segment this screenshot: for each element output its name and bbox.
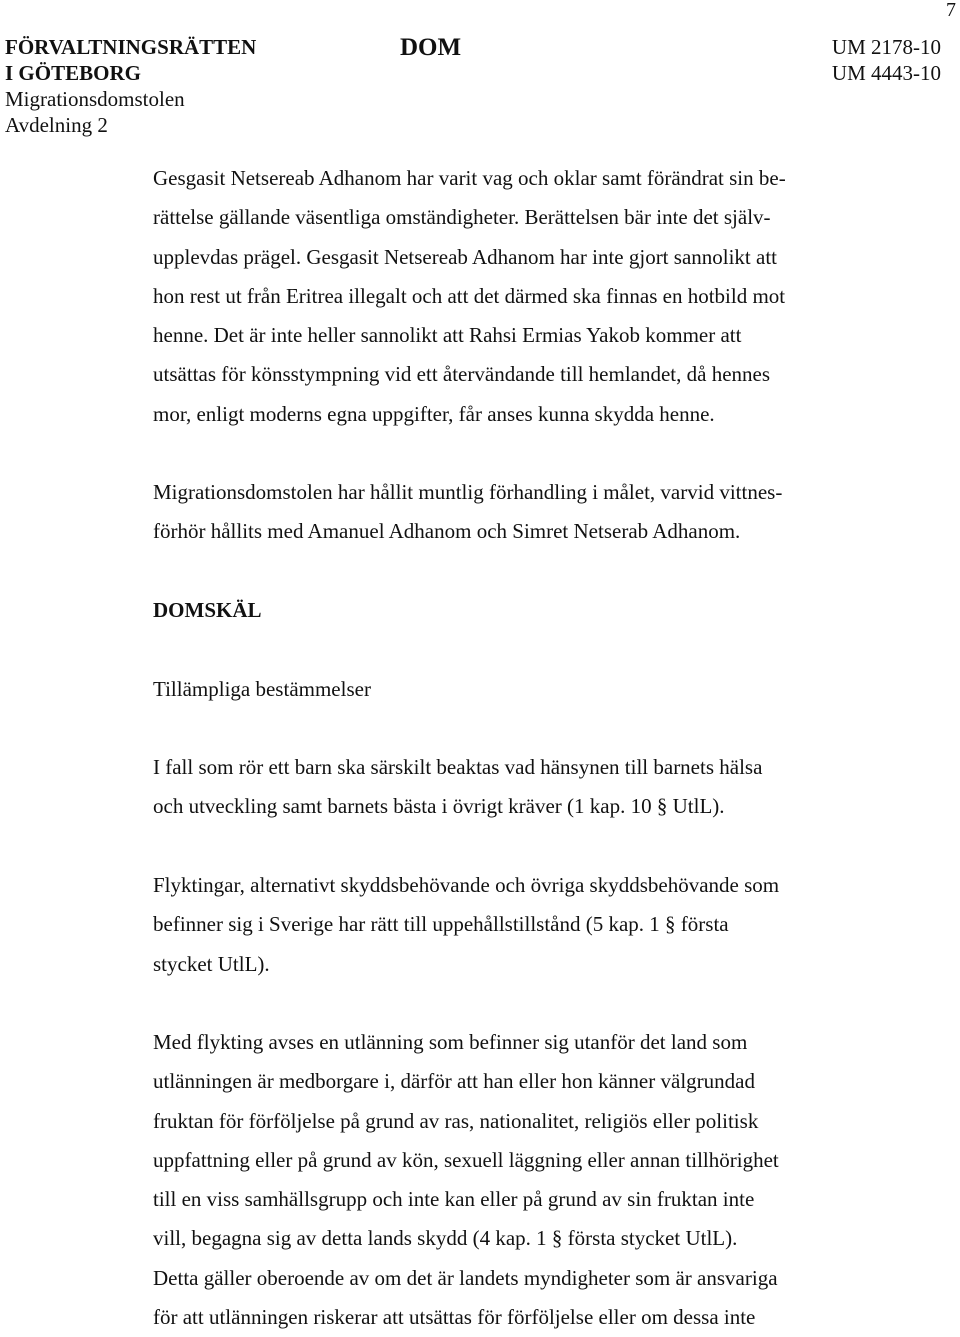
- paragraph-hearing: [153, 473, 853, 552]
- document-type: DOM: [400, 34, 462, 61]
- text-line: befinner sig i Sverige har rätt till uppehållstillstånd (5 kap. 1 § första: [153, 912, 729, 937]
- text-line: och utveckling samt barnets bästa i övrigt kräver (1 kap. 10 § UtlL).: [153, 794, 725, 819]
- case-number: UM 2178-10: [831, 35, 941, 59]
- text-line: Migrationsdomstolen har hållit muntlig förhandling i målet, varvid vittnes-: [153, 480, 783, 504]
- court-header: [5, 34, 256, 138]
- court-unit: Migrationsdomstolen: [5, 87, 185, 111]
- text-line: uppfattning eller på grund av kön, sexuell läggning eller annan tillhörighet: [153, 1147, 779, 1172]
- paragraph-assessment: [153, 159, 853, 434]
- page-number: 7: [946, 0, 956, 21]
- text-line: mor, enligt moderns egna uppgifter, får anses kunna skydda henne.: [153, 401, 715, 426]
- text-line: till en viss samhällsgrupp och inte kan eller på grund av sin fruktan inte: [153, 1187, 755, 1212]
- court-division: Avdelning 2: [5, 113, 108, 137]
- text-line: förhör hållits med Amanuel Adhanom och Simret Netserab Adhanom.: [153, 519, 741, 544]
- text-line: I fall som rör ett barn ska särskilt beaktas vad hänsynen till barnets hälsa: [153, 755, 763, 779]
- court-name-line1: FÖRVALTNINGSRÄTTEN: [5, 35, 257, 59]
- text-line: rättelse gällande väsentliga omständigheter. Berättelsen bär inte det själv-: [153, 205, 771, 230]
- text-line: fruktan för förföljelse på grund av ras, nationalitet, religiös eller politisk: [153, 1108, 759, 1133]
- text-line: stycket UtlL).: [153, 951, 270, 976]
- section-heading: [153, 591, 853, 630]
- text-line: vill, begagna sig av detta lands skydd (4 kap. 1 § första stycket UtlL).: [153, 1226, 738, 1251]
- text-line: Flyktingar, alternativt skyddsbehövande och övriga skyddsbehövande som: [153, 873, 780, 897]
- subheading-text: Tillämpliga bestämmelser: [153, 677, 371, 701]
- text-line: utsättas för könsstympning vid ett återvändande till hemlandet, då hennes: [153, 362, 771, 387]
- subsection-heading: [153, 670, 853, 709]
- text-line: hon rest ut från Eritrea illegalt och att det därmed ska finnas en hotbild mot: [153, 283, 786, 308]
- text-line: Detta gäller oberoende av om det är landets myndigheter som är ansvariga: [153, 1265, 778, 1290]
- paragraph-child-welfare: [153, 748, 853, 827]
- text-line: utlänningen är medborgare i, därför att han eller hon känner välgrundad: [153, 1069, 755, 1094]
- text-line: upplevdas prägel. Gesgasit Netsereab Adhanom har inte gjort sannolikt att: [153, 244, 778, 269]
- paragraph-refugee-definition: [153, 1023, 853, 1337]
- court-name-line2: I GÖTEBORG: [5, 61, 141, 85]
- text-line: Gesgasit Netsereab Adhanom har varit vag och oklar samt förändrat sin be-: [153, 166, 786, 190]
- heading-text: DOMSKÄL: [153, 598, 262, 622]
- text-line: henne. Det är inte heller sannolikt att Rahsi Ermias Yakob kommer att: [153, 323, 742, 348]
- text-line: för att utlänningen riskerar att utsättas för förföljelse eller om dessa inte: [153, 1305, 756, 1330]
- case-numbers: [832, 34, 941, 86]
- case-number: UM 4443-10: [831, 61, 941, 85]
- text-line: Med flykting avses en utlänning som befinner sig utanför det land som: [153, 1030, 748, 1054]
- paragraph-residence-permit: [153, 866, 853, 984]
